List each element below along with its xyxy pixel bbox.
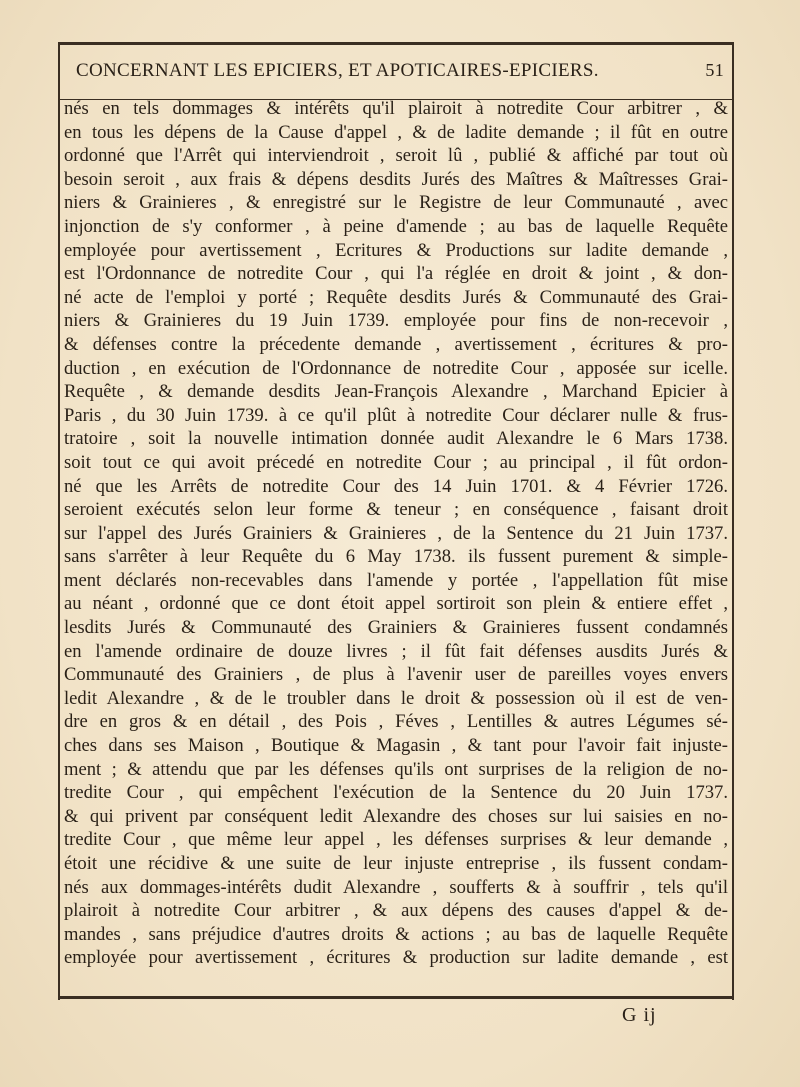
text-line: nés en tels dommages & intérêts qu'il plairoit à notredite Cour arbitrer , & bbox=[64, 98, 728, 119]
text-line: ordonné que l'Arrêt qui interviendroit , seroit lû , publié & affiché par tout où bbox=[64, 145, 728, 167]
text-line: Paris , du 30 Juin 1739. à ce qu'il plût à notredite Cour déclarer nulle & frus- bbox=[64, 404, 728, 426]
running-title: CONCERNANT LES EPICIERS, ET APOTICAIRES-EPICIERS. bbox=[76, 60, 599, 81]
text-line: né acte de l'emploi y porté ; Requête desdits Jurés & Communauté des Grai- bbox=[64, 286, 728, 308]
text-line: en l'amende ordinaire de douze livres ; il fût fait défenses ausdits Jurés & bbox=[64, 640, 728, 662]
text-line: tredite Cour , qui empêchent l'exécution de la Sentence du 20 Juin 1737. bbox=[64, 782, 728, 804]
text-line: & défenses contre la précedente demande , avertissement , écritures & pro- bbox=[64, 333, 728, 355]
page-frame bbox=[58, 42, 734, 1000]
bottom-border-rule bbox=[58, 996, 734, 999]
page-number: 51 bbox=[705, 60, 724, 80]
text-line: lesdits Jurés & Communauté des Grainiers & Grainieres fussent condamnés bbox=[64, 617, 728, 639]
text-line: employée pour avertissement , écritures & production sur ladite demande , est bbox=[64, 947, 728, 969]
text-line: nés aux dommages-intérêts dudit Alexandre , soufferts & à souffrir , tels qu'il bbox=[64, 876, 728, 898]
body-text bbox=[64, 97, 728, 970]
text-line: au néant , ordonné que ce dont étoit appel sortiroit son plein & entiere effet , bbox=[64, 593, 728, 615]
text-line: niers & Grainieres du 19 Juin 1739. employée pour fins de non-recevoir , bbox=[64, 310, 728, 332]
text-line: ment déclarés non-recevables dans l'amende y portée , l'appellation fût mise bbox=[64, 569, 728, 591]
text-line: employée pour avertissement , Ecritures & Productions sur ladite demande , bbox=[64, 239, 728, 261]
text-line: soit tout ce qui avoit précedé en notredite Cour ; au principal , il fût ordon- bbox=[64, 451, 728, 473]
text-line: ledit Alexandre , & de le troubler dans le droit & possession où il est de ven- bbox=[64, 687, 728, 709]
text-line: ment ; & attendu que par les défenses qu'ils ont surprises de la religion de no- bbox=[64, 758, 728, 780]
text-line: sans s'arrêter à leur Requête du 6 May 1738. ils fussent purement & simple- bbox=[64, 546, 728, 568]
text-line: besoin seroit , aux frais & dépens desdits Jurés des Maîtres & Maîtresses Grai- bbox=[64, 168, 728, 190]
text-line: niers & Grainieres , & enregistré sur le Registre de leur Communauté , avec bbox=[64, 192, 728, 214]
text-line: dre en gros & en détail , des Pois , Féves , Lentilles & autres Légumes sé- bbox=[64, 711, 728, 733]
text-line: Communauté des Grainiers , de plus à l'avenir user de pareilles voyes envers bbox=[64, 664, 728, 686]
text-line: & qui privent par conséquent ledit Alexandre des choses sur lui saisies en no- bbox=[64, 805, 728, 827]
text-line: sur l'appel des Jurés Grainiers & Grainieres , de la Sentence du 21 Juin 1737. bbox=[64, 522, 728, 544]
top-border-rule bbox=[58, 42, 734, 45]
text-line: ches dans ses Maison , Boutique & Magasin , & tant pour l'avoir fait injuste- bbox=[64, 735, 728, 757]
text-line: Requête , & demande desdits Jean-François Alexandre , Marchand Epicier à bbox=[64, 381, 728, 403]
text-line: mandes , sans préjudice d'autres droits & actions ; au bas de laquelle Requête bbox=[64, 923, 728, 945]
text-line: injonction de s'y conformer , à peine d'amende ; au bas de laquelle Requête bbox=[64, 215, 728, 237]
text-line: duction , en exécution de l'Ordonnance de notredite Cour , apposée sur icelle. bbox=[64, 357, 728, 379]
left-border-rule bbox=[58, 42, 60, 1000]
text-line: tredite Cour , que même leur appel , les défenses surprises & leur demande , bbox=[64, 829, 728, 851]
signature-mark: G ij bbox=[622, 1004, 657, 1026]
text-line: seroient exécutés selon leur forme & teneur ; en conséquence , faisant droit bbox=[64, 499, 728, 521]
text-line: né que les Arrêts de notredite Cour des 14 Juin 1701. & 4 Février 1726. bbox=[64, 475, 728, 497]
running-header bbox=[76, 60, 726, 90]
text-line: tratoire , soit la nouvelle intimation donnée audit Alexandre le 6 Mars 1738. bbox=[64, 428, 728, 450]
text-line: plairoit à notredite Cour arbitrer , & aux dépens des causes d'appel & de- bbox=[64, 900, 728, 922]
text-line: étoit une récidive & une suite de leur injuste entreprise , ils fussent condam- bbox=[64, 853, 728, 874]
text-line: en tous les dépens de la Cause d'appel , & de ladite demande ; il fût en outre bbox=[64, 121, 728, 143]
right-border-rule bbox=[732, 42, 734, 1000]
text-line: est l'Ordonnance de notredite Cour , qui l'a réglée en droit & joint , & don- bbox=[64, 263, 728, 285]
